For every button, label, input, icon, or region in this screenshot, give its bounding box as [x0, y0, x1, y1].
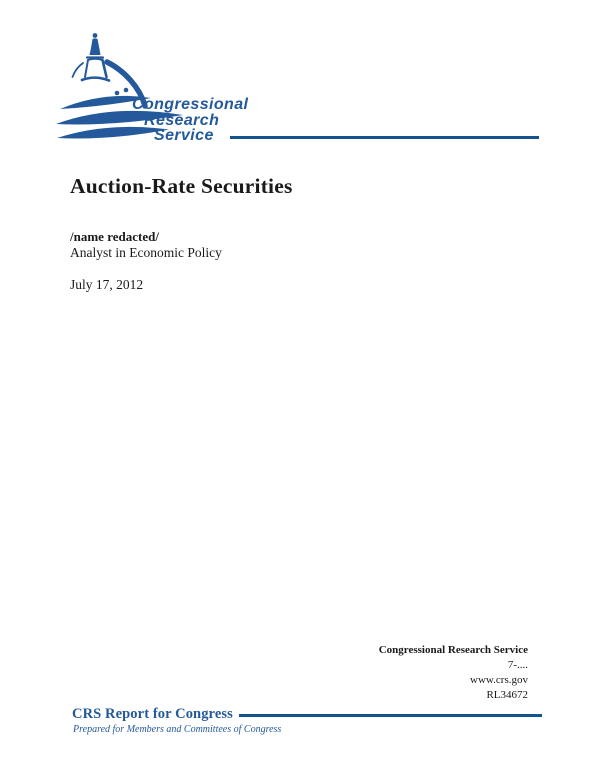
- logo-text-line1: Congressional: [132, 96, 249, 113]
- author-name: /name redacted/: [70, 229, 159, 244]
- footer-rule: [239, 714, 542, 717]
- footer-title: CRS Report for Congress: [72, 706, 233, 722]
- contact-website-link[interactable]: www.crs.gov: [470, 674, 528, 686]
- author-role: Analyst in Economic Policy: [70, 245, 222, 260]
- contact-phone: 7-....: [507, 659, 528, 671]
- logo-text-line3: Service: [154, 127, 214, 144]
- footer-title-row: [72, 706, 542, 723]
- masthead-rule: [230, 136, 539, 139]
- contact-block: [379, 643, 528, 703]
- report-date: July 17, 2012: [70, 277, 144, 292]
- report-number: RL34672: [486, 689, 528, 701]
- contact-org: Congressional Research Service: [378, 644, 528, 656]
- logo-text-line2: Research: [144, 111, 220, 129]
- footer-subtitle: Prepared for Members and Committees of Congress: [73, 724, 282, 735]
- report-title: Auction-Rate Securities: [70, 174, 293, 198]
